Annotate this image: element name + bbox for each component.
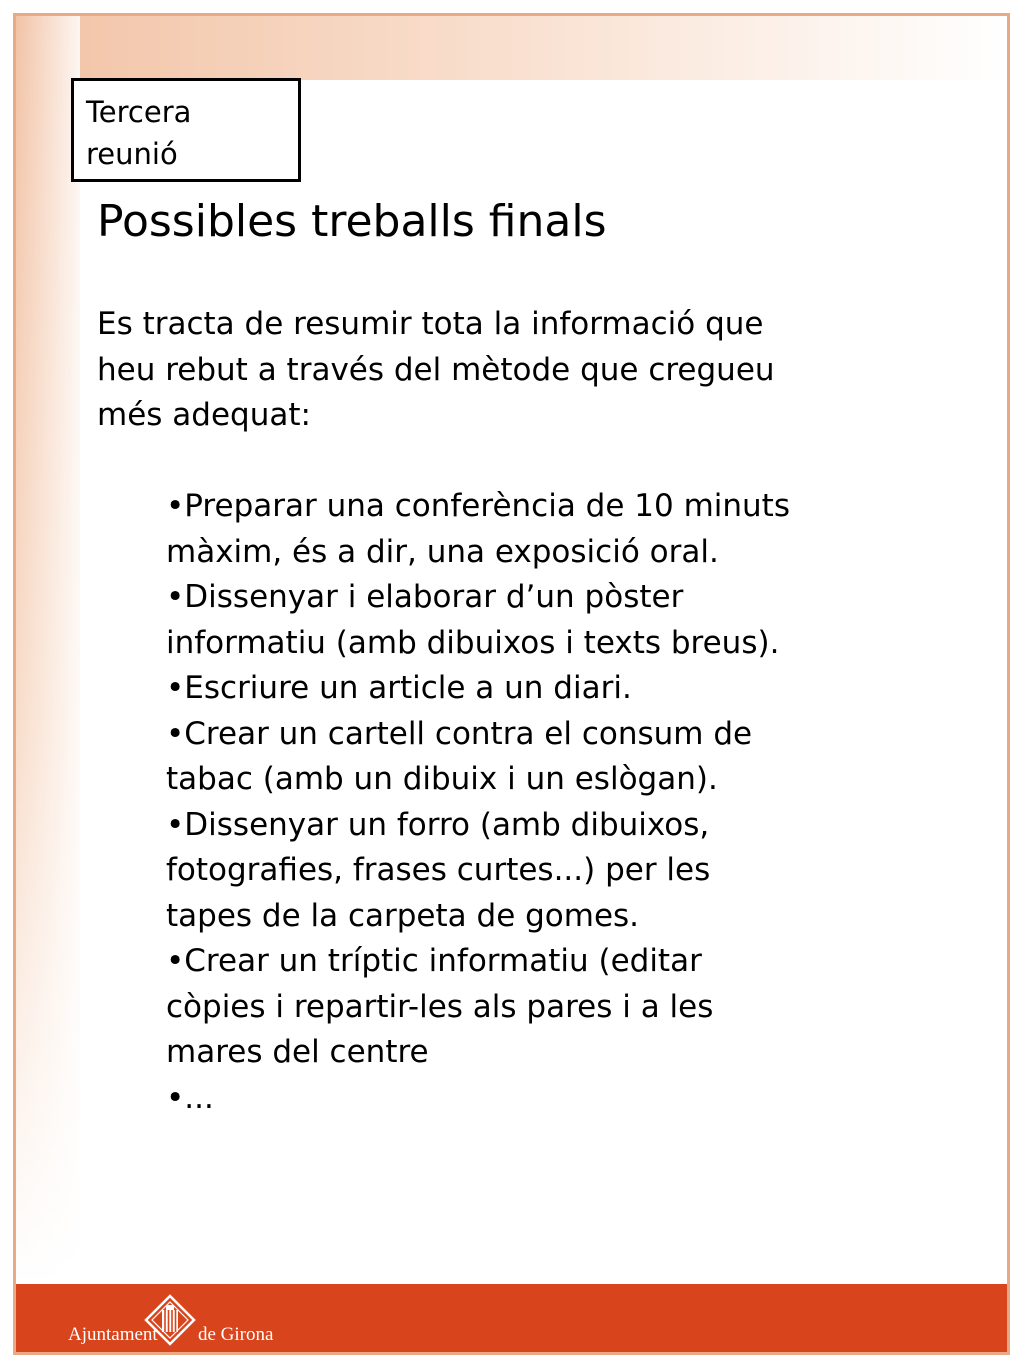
meeting-label-box: [71, 78, 301, 182]
logo-text-ajuntament: Ajuntament: [68, 1324, 158, 1345]
list-item: •Escriure un article a un diari.: [166, 670, 632, 706]
meeting-label-line1: Tercera: [86, 95, 192, 129]
list-item: •Dissenyar i elaborar d’un pòster informatiu (amb dibuixos i texts breus).: [166, 579, 780, 661]
page-title: Possibles treballs finals: [97, 196, 607, 247]
intro-paragraph: Es tracta de resumir tota la informació que heu rebut a través del mètode que cregueu més adequat:: [97, 306, 775, 433]
logo-text-de-girona: de Girona: [198, 1324, 274, 1345]
left-gradient-band: [16, 16, 80, 1284]
meeting-label-line2: reunió: [86, 137, 178, 171]
girona-crest-icon: [144, 1294, 196, 1346]
list-item: •Crear un cartell contra el consum de tabac (amb un dibuix i un eslògan).: [166, 715, 753, 797]
list-item: •Crear un tríptic informatiu (editar còpies i repartir-les als pares i a les mares del centre: [166, 943, 714, 1070]
list-item: •...: [166, 1079, 214, 1116]
list-item: •Preparar una conferència de 10 minuts màxim, és a dir, una exposició oral.: [166, 488, 790, 570]
bullet-list: [166, 484, 806, 1121]
list-item: •Dissenyar un forro (amb dibuixos, fotografies, frases curtes...) per les tapes de la carpeta de gomes.: [166, 806, 711, 934]
footer-bar: [16, 1284, 1007, 1352]
top-gradient-band: [16, 16, 1007, 80]
